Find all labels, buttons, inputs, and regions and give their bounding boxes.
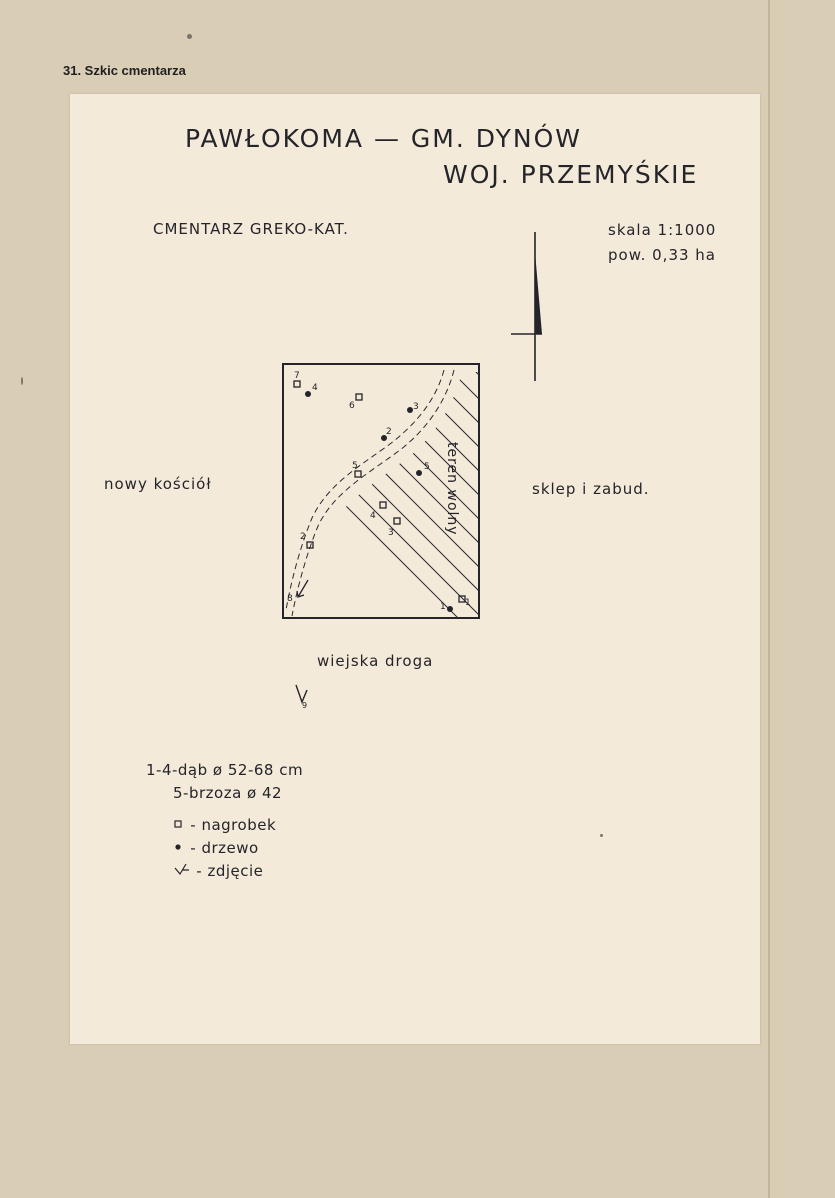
tree-number: 3 [413, 402, 419, 412]
photo-point-icon [297, 580, 308, 597]
tree-number: 4 [312, 383, 318, 393]
board-edge [768, 0, 770, 1198]
figure-caption: 31. Szkic cmentarza [63, 63, 186, 78]
board-speck [600, 834, 603, 837]
photo-point-number: 9 [302, 701, 308, 710]
grave-number: 4 [370, 511, 376, 521]
board-speck [21, 377, 23, 385]
grave-number: 1 [465, 598, 471, 608]
photo-check-icon [173, 862, 191, 876]
legend-tree-text: - drzewo [190, 839, 259, 857]
legend-oak: 1-4-dąb ø 52-68 cm [146, 761, 304, 779]
legend-photo-text: - zdjęcie [196, 862, 264, 880]
legend-tree-key [173, 839, 259, 857]
grave-marker [356, 394, 362, 400]
tree-number: 1 [440, 602, 446, 612]
tree-marker [416, 470, 422, 476]
cemetery-sketch-map [70, 94, 760, 1044]
grave-number: 2 [300, 532, 306, 542]
grave-marker [294, 381, 300, 387]
grave-square-icon [173, 818, 185, 830]
photo-point-number: 8 [287, 594, 293, 604]
grave-number: 7 [294, 371, 300, 381]
title-line-1: PAWŁOKOMA — GM. DYNÓW [185, 124, 583, 153]
sketch-sheet [70, 94, 760, 1044]
west-label-new-church: nowy kościół [104, 475, 212, 493]
legend-photo-key [173, 862, 263, 880]
cemetery-subtitle: CMENTARZ GREKO-KAT. [153, 220, 349, 238]
tree-number: 5 [424, 462, 430, 472]
photo-point-icon [296, 685, 307, 702]
tree-dot-icon [173, 841, 185, 853]
tree-marker [305, 391, 311, 397]
free-area-label: teren wolny [444, 442, 460, 536]
legend-birch: 5-brzoza ø 42 [173, 784, 283, 802]
grave-marker [355, 471, 361, 477]
legend-grave-text: - nagrobek [190, 816, 277, 834]
grave-number: 3 [388, 528, 394, 538]
east-label-shop: sklep i zabud. [532, 480, 650, 498]
area-label: pow. 0,33 ha [608, 246, 716, 264]
grave-marker [380, 502, 386, 508]
scale-label: skala 1:1000 [608, 221, 717, 239]
tree-marker [447, 606, 453, 612]
legend-grave-key [173, 816, 276, 834]
tree-number: 2 [386, 427, 392, 437]
north-arrow-icon [511, 232, 542, 381]
south-label-village-road: wiejska droga [317, 652, 434, 670]
board-speck [187, 34, 192, 39]
grave-number: 6 [349, 401, 355, 411]
grave-number: 5 [352, 461, 358, 471]
grave-marker [394, 518, 400, 524]
title-line-2: WOJ. PRZEMYŚKIE [443, 160, 699, 189]
